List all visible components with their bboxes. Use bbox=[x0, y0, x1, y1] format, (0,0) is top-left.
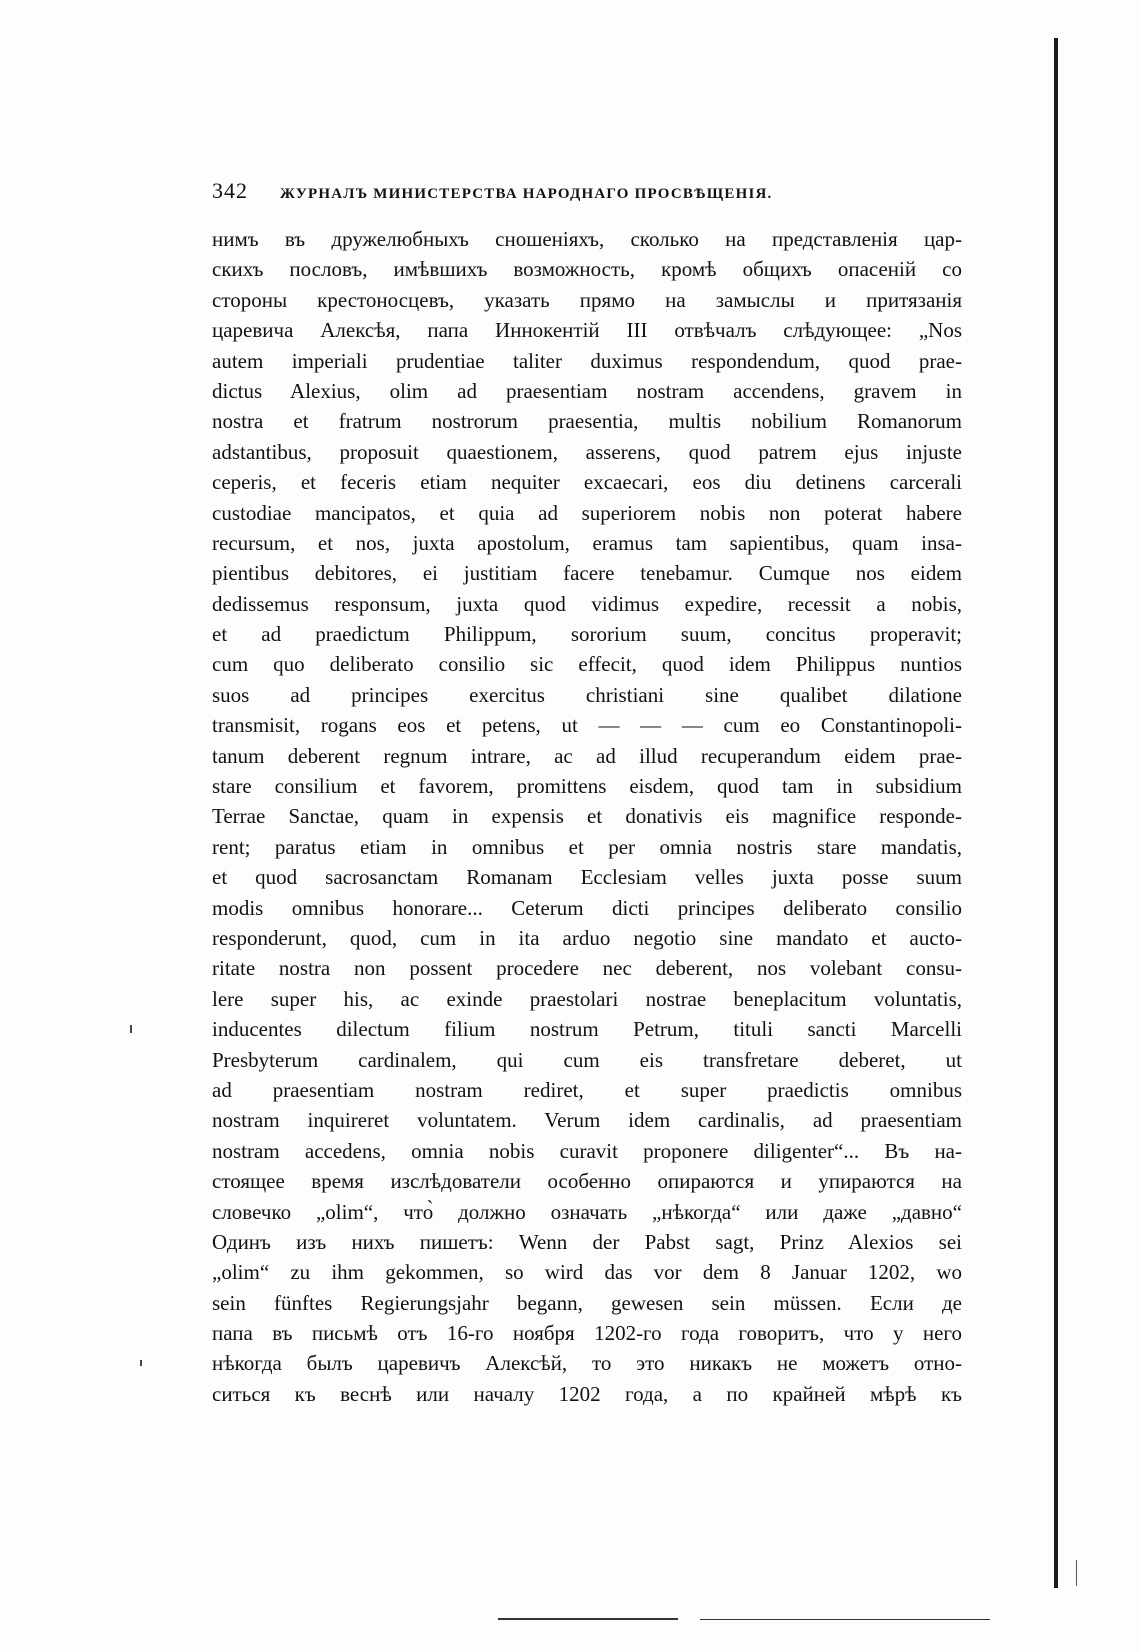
text-line: скихъ пословъ, имѣвшихъ возможность, кромѣ общихъ опасеній со bbox=[212, 257, 962, 282]
scan-speck bbox=[130, 1025, 132, 1033]
text-line: recursum, et nos, juxta apostolum, eramus tam sapientibus, quam insa- bbox=[212, 530, 962, 555]
text-line: stare consilium et favorem, promittens eisdem, quod tam in subsidium bbox=[212, 774, 962, 799]
scan-speck bbox=[140, 1360, 142, 1366]
text-line: responderunt, quod, cum in ita arduo negotio sine mandato et aucto- bbox=[212, 925, 962, 950]
text-line: nostram accedens, omnia nobis curavit proponere diligenter“... Въ на- bbox=[212, 1138, 962, 1163]
text-line: нимъ въ дружелюбныхъ сношеніяхъ, сколько на представленія цар- bbox=[212, 227, 962, 251]
text-line: ad praesentiam nostram rediret, et super praedictis omnibus bbox=[212, 1077, 962, 1102]
text-line: et ad praedictum Philippum, sororium suum, concitus properavit; bbox=[212, 622, 962, 647]
text-line: autem imperiali prudentiae taliter duximus respondendum, quod prae- bbox=[212, 348, 962, 373]
text-line: „olim“ zu ihm gekommen, so wird das vor dem 8 Januar 1202, wo bbox=[212, 1260, 962, 1285]
text-line: нѣкогда былъ царевичъ Алексѣй, то это никакъ не можетъ отно- bbox=[212, 1351, 962, 1376]
text-line: царевича Алексѣя, папа Иннокентій III отвѣчалъ слѣдующее: „Nos bbox=[212, 318, 962, 343]
text-line: et quod sacrosanctam Romanam Ecclesiam velles juxta posse suum bbox=[212, 865, 962, 890]
text-line: словечко „olim“, что̀ должно означать „нѣкогда“ или даже „давно“ bbox=[212, 1199, 962, 1224]
text-line: dictus Alexius, olim ad praesentiam nostram accendens, gravem in bbox=[212, 378, 962, 403]
text-line: nostram inquireret voluntatem. Verum idem cardinalis, ad praesentiam bbox=[212, 1108, 962, 1133]
text-line: ceperis, et feceris etiam nequiter excaecari, eos diu detinens carcerali bbox=[212, 470, 962, 495]
text-line: inducentes dilectum filium nostrum Petrum, tituli sancti Marcelli bbox=[212, 1017, 962, 1042]
text-line: Одинъ изъ нихъ пишетъ: Wenn der Pabst sagt, Prinz Alexios sei bbox=[212, 1229, 962, 1254]
text-line: sein fünftes Regierungsjahr begann, gewesen sein müssen. Если де bbox=[212, 1290, 962, 1315]
text-line: Presbyterum cardinalem, qui cum eis transfretare deberet, ut bbox=[212, 1047, 962, 1072]
text-line: nostra et fratrum nostrorum praesentia, multis nobilium Romanorum bbox=[212, 409, 962, 434]
bottom-rule-left bbox=[498, 1618, 678, 1620]
text-line: dedissemus responsum, juxta quod vidimus expedire, recessit a nobis, bbox=[212, 591, 962, 616]
page-edge-mark bbox=[1076, 1560, 1077, 1586]
bottom-rule-right bbox=[700, 1619, 990, 1620]
journal-title: ЖУРНАЛЪ МИНИСТЕРСТВА НАРОДНАГО ПРОСВѢЩЕНІЯ. bbox=[280, 186, 773, 202]
text-line: Terrae Sanctae, quam in expensis et donativis eis magnifice responde- bbox=[212, 804, 962, 829]
text-line: папа въ письмѣ отъ 16-го ноября 1202-го года говоритъ, что у него bbox=[212, 1321, 962, 1346]
page-edge-line bbox=[1054, 38, 1058, 1588]
text-line: suos ad principes exercitus christiani sine qualibet dilatione bbox=[212, 682, 962, 707]
text-line: custodiae mancipatos, et quia ad superiorem nobis non poterat habere bbox=[212, 500, 962, 525]
text-line: ситься къ веснѣ или началу 1202 года, а по крайней мѣрѣ къ bbox=[212, 1381, 962, 1406]
text-line: transmisit, rogans eos et petens, ut — — — cum eo Constantinopoli- bbox=[212, 713, 962, 738]
text-line: cum quo deliberato consilio sic effecit, quod idem Philippus nuntios bbox=[212, 652, 962, 677]
body-text bbox=[212, 224, 962, 1409]
text-line: adstantibus, proposuit quaestionem, asserens, quod patrem ejus injuste bbox=[212, 439, 962, 464]
text-line: pientibus debitores, ei justitiam facere tenebamur. Cumque nos eidem bbox=[212, 561, 962, 586]
text-line: стоящее время изслѣдователи особенно опираются и упираются на bbox=[212, 1169, 962, 1194]
text-line: ritate nostra non possent procedere nec deberent, nos volebant consu- bbox=[212, 956, 962, 981]
text-line: tanum deberent regnum intrare, ac ad illud recuperandum eidem prae- bbox=[212, 743, 962, 768]
text-line: modis omnibus honorare... Ceterum dicti principes deliberato consilio bbox=[212, 895, 962, 920]
running-header bbox=[212, 178, 972, 208]
page-number: 342 bbox=[212, 178, 248, 203]
text-line: стороны крестоносцевъ, указать прямо на замыслы и притязанія bbox=[212, 287, 962, 312]
text-line: rent; paratus etiam in omnibus et per omnia nostris stare mandatis, bbox=[212, 834, 962, 859]
text-line: lere super his, ac exinde praestolari nostrae beneplacitum voluntatis, bbox=[212, 986, 962, 1011]
